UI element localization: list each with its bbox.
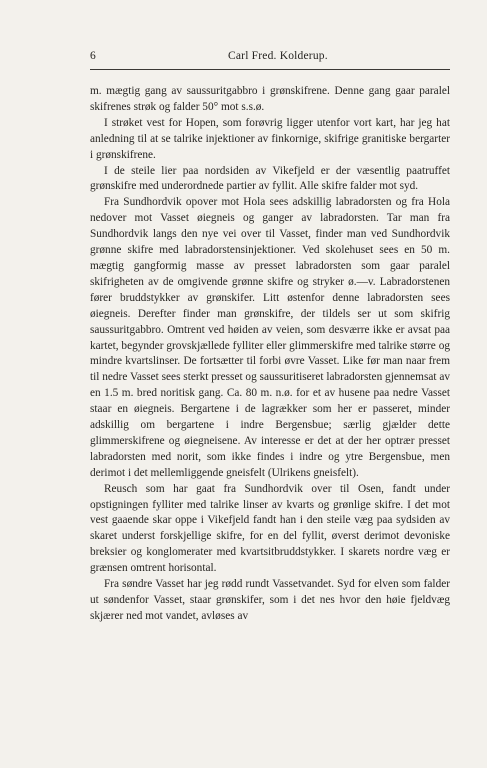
header-rule <box>90 69 450 70</box>
paragraph: Fra Sundhordvik opover mot Hola sees adskillig labradorsten og fra Hola nedover mot Vasset øiegneis og ganger av labradorsten. Tar man fra Sundhordvik langs den nye vei over til Vasset, finder man ved Sundhordvik grønne skifre med labradorstensinjektioner. Ved skolehuset sees en 50 m. mægtig gangformig masse av presset labradorsten som gaar paralel skifrigheten av de omgivende grønne skifre og stryker ø.—v. Labradorstenen fører bruddstykker av grønskifer. Litt østenfor denne labradorsten sees øiegneis. Derefter finder man grønskifre, der tildels ser ut som skifrig saussuritgabbro. Omtrent ved høiden av veien, som desværre ikke er avsat paa kartet, begynder grovskjællede fylliter eller glimmerskifre med talrike større og mindre kvartslinser. De fortsætter til forbi øvre Vasset. Like før man naar frem til nedre Vasset sees sterkt presset og saussuritiseret labradorsten gjennemsat av en 1.5 m. bred noritisk gang. Ca. 80 m. n.ø. for et av husene paa nedre Vasset staar en øiegneis. Bergartene i de lagrækker som her er passeret, minder adskillig om bergartene i indre Bergensbue; særlig gjælder dette glimmerskifrene og øiegneisene. Av interesse er det at der her optrær presset labradorsten med norit, som ikke findes i indre og ytre Bergensbue, men derimot i det mellemliggende gneisfelt (Ulrikens gneisfelt). <box>90 196 450 479</box>
paragraph: I strøket vest for Hopen, som forøvrig ligger utenfor vort kart, har jeg hat anledning til at se talrike injektioner av finkornige, skifrige granitiske bergarter i grønskifrene. <box>90 116 450 161</box>
paragraph: m. mægtig gang av saussuritgabbro i grønskifrene. Denne gang gaar paralel skifrenes strøk og falder 50° mot s.s.ø. <box>90 85 450 113</box>
page-number: 6 <box>90 50 96 62</box>
running-head: Carl Fred. Kolderup. <box>228 50 328 62</box>
paragraph: Fra søndre Vasset har jeg rødd rundt Vassetvandet. Syd for elven som falder ut søndenfor Vasset, staar grønskifer, som i det nes hvor den høie fjeldvæg skjærer ned mot vandet, avløses av <box>90 578 450 622</box>
paragraph: I de steile lier paa nordsiden av Vikefjeld er der væsentlig paatruffet grønskifre med underordnede partier av fyllit. Alle skifre falder mot syd. <box>90 164 450 193</box>
paragraph: Reusch som har gaat fra Sundhordvik over til Osen, fandt under opstigningen fylliter med talrike linser av kvarts og grønlige skifre. I det mot vest gaaende skar oppe i Vikefjeld fandt han i den steile væg paa sydsiden av skaret underst forskjellige skifre, for en del fyllit, øverst derimot devoniske breksier og konglomerater med kvartsitbruddstykker. I skarets nordre væg er grænsen omtrent horisontal. <box>90 482 450 575</box>
body-text <box>90 84 450 625</box>
page-header <box>90 50 450 66</box>
